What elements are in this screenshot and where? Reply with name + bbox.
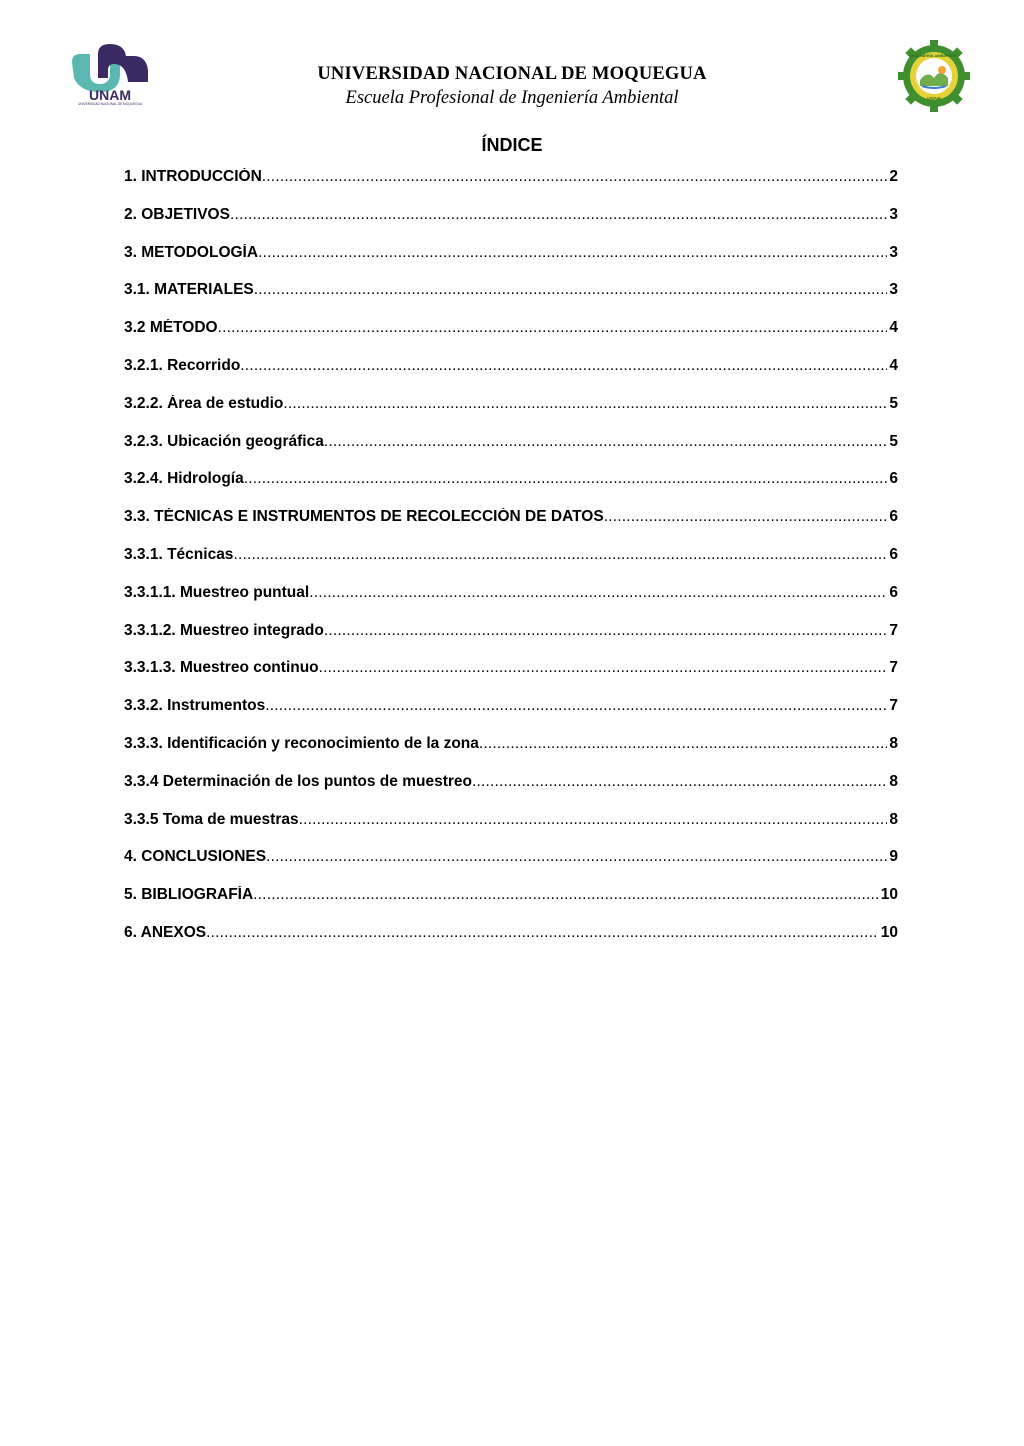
dot-leader bbox=[265, 697, 887, 715]
toc-entry-page: 5 bbox=[889, 394, 898, 412]
toc-entry[interactable] bbox=[124, 244, 898, 282]
unam-logo-text: UNAM bbox=[89, 87, 131, 103]
toc-title: ÍNDICE bbox=[481, 135, 543, 155]
toc-entry-label: 3.3.2. Instrumentos bbox=[124, 697, 266, 715]
toc-entry[interactable] bbox=[124, 168, 898, 206]
toc-entry-page: 8 bbox=[889, 734, 898, 752]
school-name: Escuela Profesional de Ingeniería Ambiental bbox=[345, 88, 679, 108]
toc-entry-label: 3.3.1.2. Muestreo integrado bbox=[124, 621, 324, 639]
toc-entry-label: 6. ANEXOS bbox=[124, 923, 207, 941]
toc-entry[interactable] bbox=[124, 470, 898, 508]
toc-entry-page: 7 bbox=[889, 697, 898, 715]
document-header bbox=[200, 62, 824, 110]
dot-leader bbox=[230, 206, 887, 224]
toc-entry-label: 3.3.4 Determinación de los puntos de muestreo bbox=[124, 772, 472, 790]
toc-entry-page: 3 bbox=[889, 243, 898, 261]
toc-entry[interactable] bbox=[124, 433, 898, 471]
toc-entry-page: 10 bbox=[880, 886, 898, 904]
toc-entry-label: 3.2.3. Ubicación geográfica bbox=[124, 432, 324, 450]
dot-leader bbox=[283, 395, 887, 413]
toc-entry-page: 3 bbox=[889, 205, 898, 223]
toc-entry[interactable] bbox=[124, 773, 898, 811]
dot-leader bbox=[324, 433, 888, 451]
toc-entry[interactable] bbox=[124, 281, 898, 319]
toc-entry-label: 3.2.2. Área de estudio bbox=[124, 394, 284, 412]
toc-entry-page: 4 bbox=[889, 356, 898, 374]
toc-entry[interactable] bbox=[124, 697, 898, 735]
toc-entry-page: 3 bbox=[889, 281, 898, 299]
toc-entry-label: 3.2 MÉTODO bbox=[124, 319, 218, 337]
dot-leader bbox=[604, 508, 888, 526]
dot-leader bbox=[240, 357, 887, 375]
toc-entry-label: 3.3.5 Toma de muestras bbox=[124, 810, 299, 828]
seal-text: INGENIERÍA AMBIENTAL bbox=[910, 53, 958, 58]
dot-leader bbox=[262, 168, 888, 186]
dot-leader bbox=[218, 319, 888, 337]
toc-entry-label: 3.3.1. Técnicas bbox=[124, 545, 234, 563]
dot-leader bbox=[309, 584, 887, 602]
toc-entry-label: 5. BIBLIOGRAFÍA bbox=[124, 886, 254, 904]
toc-entry-page: 10 bbox=[880, 923, 898, 941]
toc-entry-label: 2. OBJETIVOS bbox=[124, 205, 230, 223]
ingenieria-ambiental-seal-icon bbox=[898, 40, 970, 112]
dot-leader bbox=[258, 244, 887, 262]
toc-entry[interactable] bbox=[124, 735, 898, 773]
toc-entry-label: 3.2.4. Hidrología bbox=[124, 470, 244, 488]
toc-entry-page: 7 bbox=[889, 621, 898, 639]
toc-entry-label: 3.3.3. Identificación y reconocimiento de la zona bbox=[124, 734, 479, 752]
toc-entry-page: 5 bbox=[889, 432, 898, 450]
table-of-contents bbox=[124, 168, 898, 962]
unam-logo-icon bbox=[68, 40, 152, 106]
toc-entry[interactable] bbox=[124, 924, 898, 962]
toc-entry-label: 4. CONCLUSIONES bbox=[124, 848, 267, 866]
toc-entry-label: 3.3. TÉCNICAS E INSTRUMENTOS DE RECOLECCIÓN DE DATOS bbox=[124, 508, 604, 526]
toc-entry[interactable] bbox=[124, 319, 898, 357]
seal-subtext: UNAM bbox=[927, 96, 941, 101]
toc-entry[interactable] bbox=[124, 659, 898, 697]
toc-entry[interactable] bbox=[124, 622, 898, 660]
toc-entry-label: 3.3.1.1. Muestreo puntual bbox=[124, 583, 310, 601]
dot-leader bbox=[324, 622, 888, 640]
toc-entry[interactable] bbox=[124, 886, 898, 924]
toc-entry-page: 6 bbox=[889, 583, 898, 601]
toc-entry-page: 9 bbox=[889, 848, 898, 866]
toc-entry[interactable] bbox=[124, 811, 898, 849]
toc-entry-page: 8 bbox=[889, 810, 898, 828]
dot-leader bbox=[319, 659, 888, 677]
toc-entry-page: 6 bbox=[889, 545, 898, 563]
dot-leader bbox=[244, 470, 888, 488]
toc-entry-label: 3.2.1. Recorrido bbox=[124, 356, 241, 374]
toc-entry-page: 6 bbox=[889, 470, 898, 488]
dot-leader bbox=[479, 735, 888, 753]
dot-leader bbox=[266, 848, 887, 866]
dot-leader bbox=[233, 546, 887, 564]
dot-leader bbox=[299, 811, 888, 829]
toc-entry-label: 3.1. MATERIALES bbox=[124, 281, 254, 299]
university-name: UNIVERSIDAD NACIONAL DE MOQUEGUA bbox=[317, 64, 707, 84]
toc-entry[interactable] bbox=[124, 206, 898, 244]
toc-entry-label: 3.3.1.3. Muestreo continuo bbox=[124, 659, 319, 677]
toc-entry[interactable] bbox=[124, 546, 898, 584]
toc-entry[interactable] bbox=[124, 848, 898, 886]
toc-entry[interactable] bbox=[124, 584, 898, 622]
toc-entry-page: 4 bbox=[889, 319, 898, 337]
toc-entry-label: 1. INTRODUCCIÓN bbox=[124, 168, 262, 185]
dot-leader bbox=[254, 281, 888, 299]
dot-leader bbox=[253, 886, 879, 904]
toc-entry-label: 3. METODOLOGÍA bbox=[124, 243, 259, 261]
toc-entry[interactable] bbox=[124, 357, 898, 395]
dot-leader bbox=[472, 773, 887, 791]
dot-leader bbox=[206, 924, 879, 942]
unam-logo-subtext: UNIVERSIDAD NACIONAL DE MOQUEGUA bbox=[78, 102, 142, 106]
toc-entry-page: 7 bbox=[889, 659, 898, 677]
toc-entry[interactable] bbox=[124, 508, 898, 546]
toc-entry-page: 8 bbox=[889, 772, 898, 790]
toc-entry-page: 2 bbox=[889, 168, 898, 185]
toc-entry-page: 6 bbox=[889, 508, 898, 526]
toc-entry[interactable] bbox=[124, 395, 898, 433]
